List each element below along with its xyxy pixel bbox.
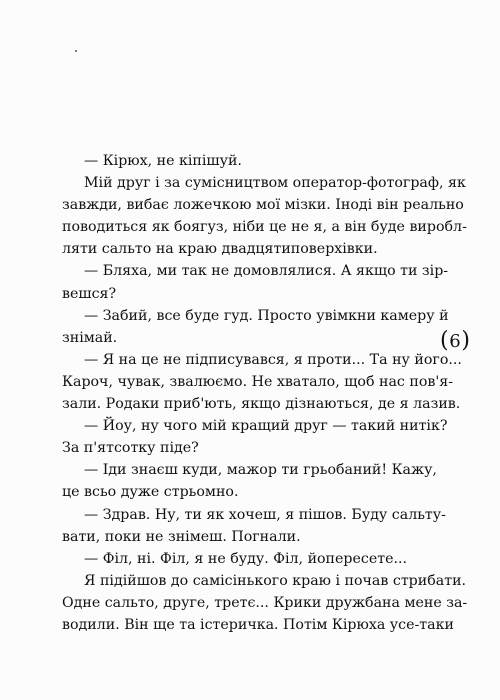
text-line: — Здрав. Ну, ти як хочеш, я пішов. Буду сальту- [84, 506, 446, 523]
body-text [62, 150, 468, 636]
text-line: вешся? [62, 285, 117, 302]
text-line: — Бляха, ми так не домовлялися. А якщо ти зір- [84, 263, 449, 280]
text-line: Мій друг і за сумісництвом оператор-фотограф, як [84, 175, 466, 192]
text-line: зали. Родаки приб'ють, якщо дізнаються, де я лазив. [62, 396, 461, 413]
text-line: поводиться як боягуз, ніби це не я, а він буде виробл- [62, 219, 467, 236]
text-line: Я підійшов до самісінького краю і почав стрибати. [84, 572, 467, 589]
page-number: ( 6 ) [442, 329, 468, 355]
text-line: Кароч, чувак, звалюємо. Не хватало, щоб нас пов'я- [62, 373, 454, 390]
text-line: ляти сальто на краю двадцятиповерхівки. [62, 241, 378, 258]
text-line: водили. Він ще та істеричка. Потім Кірюха усе-таки [62, 616, 454, 633]
text-line: це всьо дуже стрьомно. [62, 484, 239, 501]
text-line: За п'ятсотку піде? [62, 440, 199, 457]
text-line: вати, поки не знімеш. Погнали. [62, 528, 301, 545]
text-line: — Забий, все буде гуд. Просто увімкни камеру й [84, 307, 449, 324]
text-line: — Я на це не підписувався, я проти... Та ну його... [84, 351, 462, 368]
print-speck [75, 50, 77, 52]
text-line: Одне сальто, друге, третє... Крики дружбана мене за- [62, 594, 468, 611]
text-line: — Йоу, ну чого мій кращий друг — такий нитік? [84, 418, 448, 435]
text-line: — Кірюх, не кіпішуй. [84, 153, 242, 169]
text-line: — Філ, ні. Філ, я не буду. Філ, йопересете... [84, 550, 408, 567]
text-line: — Іди знаєш куди, мажор ти грьобаний! Кажу, [84, 462, 437, 479]
text-line: знімай. [62, 329, 118, 346]
text-line: завжди, вибає ложечкою мої мізки. Іноді він реально [62, 197, 464, 214]
